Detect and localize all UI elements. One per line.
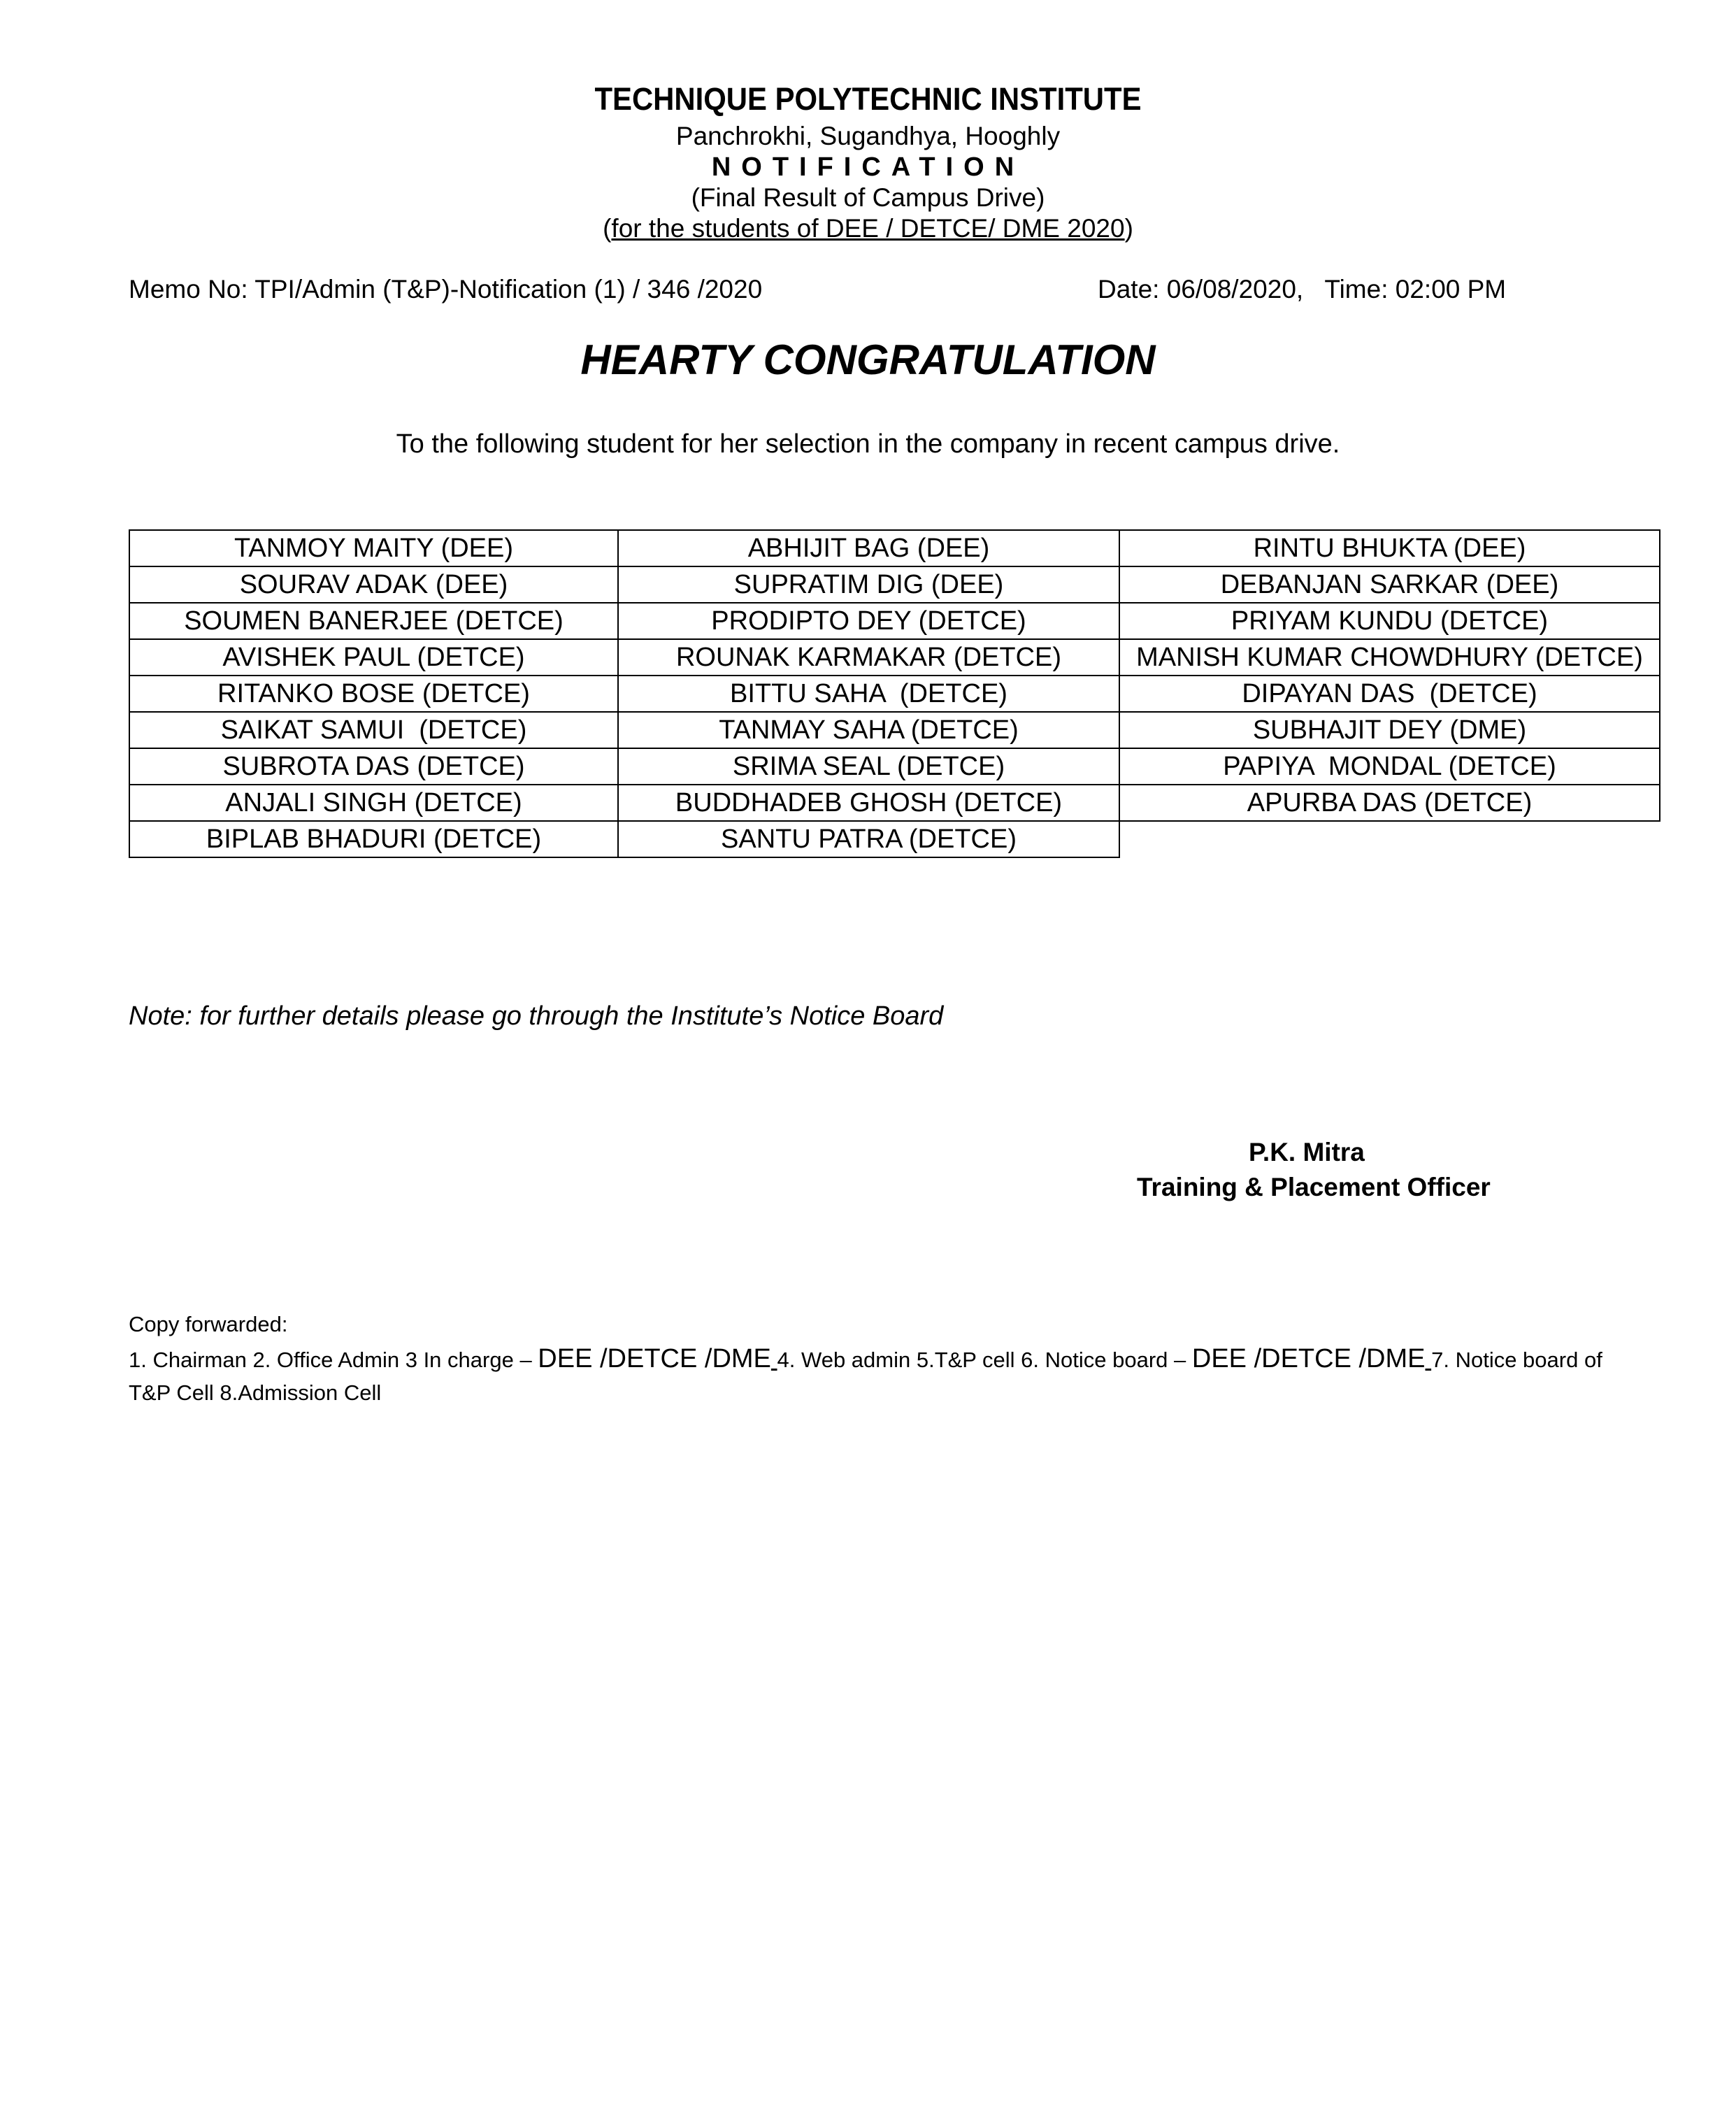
notification-heading: NOTIFICATION — [711, 152, 1025, 182]
notification-subtitle: (Final Result of Campus Drive) — [691, 183, 1045, 212]
signatory-name: P.K. Mitra — [1249, 1138, 1365, 1166]
student-name-cell: TANMOY MAITY (DEE) — [129, 530, 618, 566]
copy-part-2: 4. Web admin 5.T&P cell 6. Notice board – — [777, 1348, 1192, 1372]
student-name-cell: MANISH KUMAR CHOWDHURY (DETCE) — [1119, 639, 1660, 676]
student-name-cell: AVISHEK PAUL (DETCE) — [129, 639, 618, 676]
empty-cell — [1119, 821, 1660, 857]
student-name-cell: APURBA DAS (DETCE) — [1119, 785, 1660, 821]
student-name-cell: PRIYAM KUNDU (DETCE) — [1119, 603, 1660, 639]
copy-forwarded-heading: Copy forwarded: — [129, 1312, 288, 1336]
student-name-cell: SOUMEN BANERJEE (DETCE) — [129, 603, 618, 639]
table-row — [129, 639, 1660, 676]
copy-dept-1: DEE /DETCE /DME — [538, 1344, 771, 1373]
student-name-cell: BUDDHADEB GHOSH (DETCE) — [618, 785, 1119, 821]
student-name-cell: ABHIJIT BAG (DEE) — [618, 530, 1119, 566]
student-name-cell: RINTU BHUKTA (DEE) — [1119, 530, 1660, 566]
student-name-cell: BITTU SAHA (DETCE) — [618, 676, 1119, 712]
student-name-cell: ROUNAK KARMAKAR (DETCE) — [618, 639, 1119, 676]
table-row — [129, 530, 1660, 566]
table-row — [129, 676, 1660, 712]
intro-text: To the following student for her selection in the company in recent campus drive. — [396, 429, 1340, 459]
date-time: Date: 06/08/2020, Time: 02:00 PM — [1098, 275, 1507, 303]
table-row — [129, 566, 1660, 603]
student-name-cell: SUBROTA DAS (DETCE) — [129, 748, 618, 785]
table-row — [129, 748, 1660, 785]
signatory-title: Training & Placement Officer — [1137, 1173, 1491, 1201]
table-row — [129, 785, 1660, 821]
for-students-line: (for the students of DEE / DETCE/ DME 2020) — [603, 214, 1133, 243]
table-row — [129, 712, 1660, 748]
copy-dept-2: DEE /DETCE /DME — [1191, 1344, 1426, 1373]
congratulation-heading: HEARTY CONGRATULATION — [580, 336, 1156, 383]
table-row — [129, 603, 1660, 639]
student-name-cell: SUPRATIM DIG (DEE) — [618, 566, 1119, 603]
student-name-cell: RITANKO BOSE (DETCE) — [129, 676, 618, 712]
student-name-cell: SUBHAJIT DEY (DME) — [1119, 712, 1660, 748]
student-name-cell: DEBANJAN SARKAR (DEE) — [1119, 566, 1660, 603]
student-name-cell: SANTU PATRA (DETCE) — [618, 821, 1119, 857]
student-name-cell: PAPIYA MONDAL (DETCE) — [1119, 748, 1660, 785]
student-name-cell: PRODIPTO DEY (DETCE) — [618, 603, 1119, 639]
student-name-cell: TANMAY SAHA (DETCE) — [618, 712, 1119, 748]
copy-forwarded-list — [129, 1343, 1632, 1409]
copy-part-1: 1. Chairman 2. Office Admin 3 In charge – — [129, 1348, 538, 1372]
note-text: Note: for further details please go through the Institute’s Notice Board — [129, 1001, 944, 1031]
student-name-cell: SOURAV ADAK (DEE) — [129, 566, 618, 603]
student-name-cell: ANJALI SINGH (DETCE) — [129, 785, 618, 821]
memo-number: Memo No: TPI/Admin (T&P)-Notification (1) / 346 /2020 — [129, 275, 763, 303]
table-row — [129, 821, 1660, 857]
student-name-cell: SRIMA SEAL (DETCE) — [618, 748, 1119, 785]
student-name-cell: BIPLAB BHADURI (DETCE) — [129, 821, 618, 857]
student-name-cell: SAIKAT SAMUI (DETCE) — [129, 712, 618, 748]
copy-part-3: 7. Notice board of T&P Cell 8.Admission Cell — [129, 1348, 1602, 1405]
institute-address: Panchrokhi, Sugandhya, Hooghly — [675, 122, 1061, 150]
student-name-cell: DIPAYAN DAS (DETCE) — [1119, 676, 1660, 712]
selected-students-table — [129, 529, 1660, 858]
for-students-text: for the students of DEE / DETCE/ DME 2020 — [611, 214, 1125, 243]
institute-name: TECHNIQUE POLYTECHNIC INSTITUTE — [594, 81, 1142, 117]
